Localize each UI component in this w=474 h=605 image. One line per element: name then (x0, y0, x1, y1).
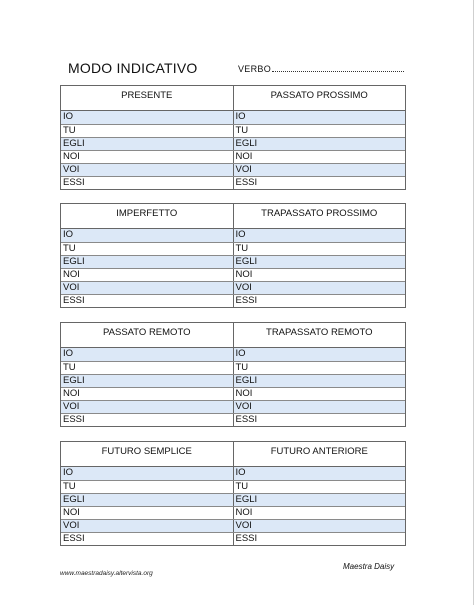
tense-heading-right: TRAPASSATO PROSSIMO (261, 208, 378, 219)
pronoun-cell-left: ESSI (61, 177, 234, 189)
pronoun-cell-left: IO (61, 467, 234, 480)
table-row (61, 255, 405, 268)
pronoun-cell-left: EGLI (61, 256, 234, 268)
table-row (61, 361, 405, 374)
pronoun-cell-left: ESSI (61, 414, 234, 426)
table-row (61, 387, 405, 400)
website-url: www.maestradaisy.altervista.org (60, 570, 153, 577)
tense-heading-left: PRESENTE (61, 86, 234, 110)
tense-heading-right: PASSATO PROSSIMO (270, 90, 368, 101)
pronoun-cell-left: VOI (61, 520, 234, 532)
table-row (61, 519, 405, 532)
table-row (61, 506, 405, 519)
pronoun-cell-right: VOI (235, 282, 252, 293)
tense-table-header (61, 442, 405, 467)
author-signature: Maestra Daisy (343, 562, 395, 571)
pronoun-cell-right: VOI (235, 401, 252, 412)
pronoun-cell-left: IO (61, 111, 234, 124)
tense-heading-right: TRAPASSATO REMOTO (266, 327, 373, 338)
table-row (61, 493, 405, 506)
tense-heading-left: PASSATO REMOTO (61, 323, 234, 347)
pronoun-cell-right: TU (235, 362, 249, 373)
tense-table-header (61, 323, 405, 348)
pronoun-cell-left: TU (61, 125, 234, 137)
tense-heading-left: IMPERFETTO (61, 204, 234, 228)
pronoun-cell-left: NOI (61, 507, 234, 519)
pronoun-cell-left: IO (61, 229, 234, 242)
pronoun-cell-left: IO (61, 348, 234, 361)
pronoun-cell-right: TU (235, 125, 249, 136)
table-row (61, 176, 405, 189)
pronoun-cell-left: TU (61, 481, 234, 493)
pronoun-cell-right: NOI (235, 269, 253, 280)
tense-table (60, 441, 406, 546)
table-row (61, 242, 405, 255)
pronoun-cell-left: EGLI (61, 138, 234, 150)
pronoun-cell-right: ESSI (235, 414, 258, 425)
verb-field (238, 64, 404, 74)
tense-heading-right: FUTURO ANTERIORE (270, 446, 368, 457)
tense-table-header (61, 204, 405, 229)
pronoun-cell-left: ESSI (61, 295, 234, 307)
pronoun-cell-left: TU (61, 243, 234, 255)
verb-label: VERBO (238, 64, 272, 74)
tense-table (60, 85, 406, 190)
table-row (61, 374, 405, 387)
pronoun-cell-right: ESSI (235, 177, 258, 188)
table-row (61, 163, 405, 176)
pronoun-cell-left: VOI (61, 282, 234, 294)
pronoun-cell-left: VOI (61, 401, 234, 413)
pronoun-cell-right: TU (235, 243, 249, 254)
pronoun-cell-right: TU (235, 481, 249, 492)
table-row (61, 348, 405, 361)
pronoun-cell-left: EGLI (61, 375, 234, 387)
page-title: MODO INDICATIVO (68, 60, 198, 76)
pronoun-cell-right: NOI (235, 507, 253, 518)
pronoun-cell-left: NOI (61, 388, 234, 400)
pronoun-cell-right: EGLI (235, 256, 258, 267)
table-row (61, 281, 405, 294)
pronoun-cell-right: ESSI (235, 295, 258, 306)
pronoun-cell-right: EGLI (235, 494, 258, 505)
pronoun-cell-right: NOI (235, 388, 253, 399)
tense-table-header (61, 86, 405, 111)
table-row (61, 124, 405, 137)
pronoun-cell-right: IO (235, 111, 246, 122)
table-row (61, 467, 405, 480)
pronoun-cell-right: NOI (235, 151, 253, 162)
tense-table (60, 322, 406, 427)
pronoun-cell-right: VOI (235, 520, 252, 531)
pronoun-cell-left: EGLI (61, 494, 234, 506)
table-row (61, 137, 405, 150)
verb-blank-line (272, 64, 404, 72)
table-row (61, 413, 405, 426)
pronoun-cell-left: TU (61, 362, 234, 374)
pronoun-cell-right: EGLI (235, 138, 258, 149)
pronoun-cell-right: IO (235, 348, 246, 359)
table-row (61, 400, 405, 413)
table-row (61, 268, 405, 281)
table-row (61, 150, 405, 163)
pronoun-cell-right: IO (235, 467, 246, 478)
tense-table (60, 203, 406, 308)
tense-heading-left: FUTURO SEMPLICE (61, 442, 234, 466)
table-row (61, 294, 405, 307)
pronoun-cell-right: ESSI (235, 533, 258, 544)
pronoun-cell-right: IO (235, 229, 246, 240)
pronoun-cell-left: NOI (61, 151, 234, 163)
table-row (61, 532, 405, 545)
worksheet-header (68, 60, 413, 80)
pronoun-cell-right: VOI (235, 164, 252, 175)
table-row (61, 229, 405, 242)
pronoun-cell-right: EGLI (235, 375, 258, 386)
pronoun-cell-left: ESSI (61, 533, 234, 545)
table-row (61, 480, 405, 493)
table-row (61, 111, 405, 124)
pronoun-cell-left: VOI (61, 164, 234, 176)
pronoun-cell-left: NOI (61, 269, 234, 281)
